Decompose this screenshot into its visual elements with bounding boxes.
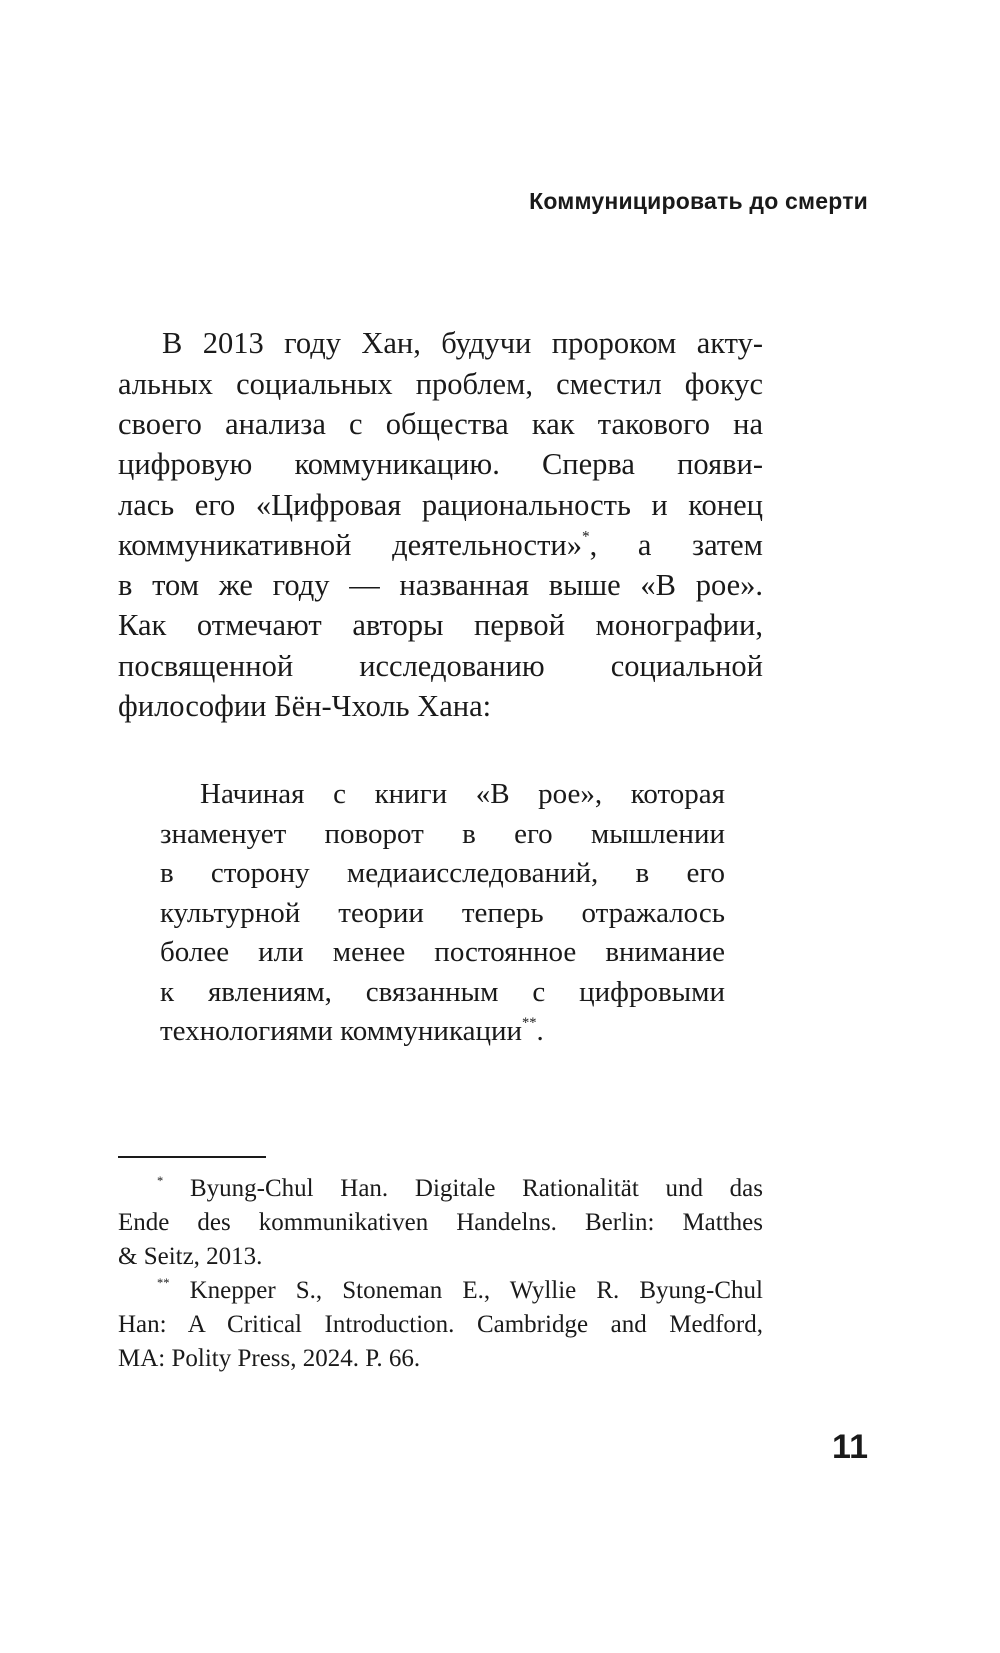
paragraph-text: коммуникативной деятельности» <box>118 528 582 562</box>
quote-line: знаменует поворот в его мышлении <box>160 818 725 850</box>
footnote-marker-1: * <box>157 1173 164 1188</box>
paragraph-line: Как отмечают авторы первой монографии, <box>118 608 763 642</box>
footnote-line: Ende des kommunikativen Handelns. Berlin: Matthes <box>118 1209 763 1236</box>
paragraph-text: , а затем <box>589 528 763 562</box>
paragraph-line: В 2013 году Хан, будучи пророком акту- <box>162 326 763 360</box>
paragraph-line: цифровую коммуникацию. Сперва появи- <box>118 447 763 481</box>
footnote-text: Knepper S., Stoneman E., Wyllie R. Byung-Chul <box>169 1277 763 1304</box>
footnote-rule <box>118 1156 266 1158</box>
running-header: Коммуницировать до смерти <box>529 188 868 214</box>
footnote-ref-1[interactable]: * <box>581 528 590 546</box>
paragraph-line: в том же году — названная выше «В рое». <box>118 568 763 602</box>
quote-line: Начиная с книги «В рое», которая <box>200 778 725 810</box>
paragraph-line: посвященной исследованию социальной <box>118 649 763 683</box>
page-number: 11 <box>832 1428 868 1466</box>
footnote-line: Han: A Critical Introduction. Cambridge and Medford, <box>118 1311 763 1338</box>
paragraph-line: своего анализа с общества как такового на <box>118 407 763 441</box>
footnote-ref-2[interactable]: ** <box>522 1014 537 1031</box>
footnote-text: Byung-Chul Han. Digitale Rationalität und das <box>163 1175 763 1202</box>
footnote-marker-2: ** <box>157 1275 170 1290</box>
footnote-line <box>157 1171 763 1206</box>
paragraph-line: лась его «Цифровая рациональность и конец <box>118 488 763 522</box>
quote-line: культурной теории теперь отражалось <box>160 897 725 929</box>
quote-line: к явлениям, связанным с цифровыми <box>160 976 725 1008</box>
quote-line <box>160 1011 725 1052</box>
quote-line: в сторону медиаисследований, в его <box>160 857 725 889</box>
footnote-line: & Seitz, 2013. <box>118 1243 263 1270</box>
footnote-line <box>157 1273 763 1308</box>
paragraph-line <box>118 524 763 566</box>
quote-text: . <box>536 1015 544 1047</box>
paragraph-line: альных социальных проблем, сместил фокус <box>118 367 763 401</box>
paragraph-line: философии Бён-Чхоль Хана: <box>118 689 492 723</box>
quote-line: более или менее постоянное внимание <box>160 936 725 968</box>
quote-text: технологиями коммуникации <box>160 1015 523 1047</box>
footnote-line: MA: Polity Press, 2024. P. 66. <box>118 1345 421 1372</box>
